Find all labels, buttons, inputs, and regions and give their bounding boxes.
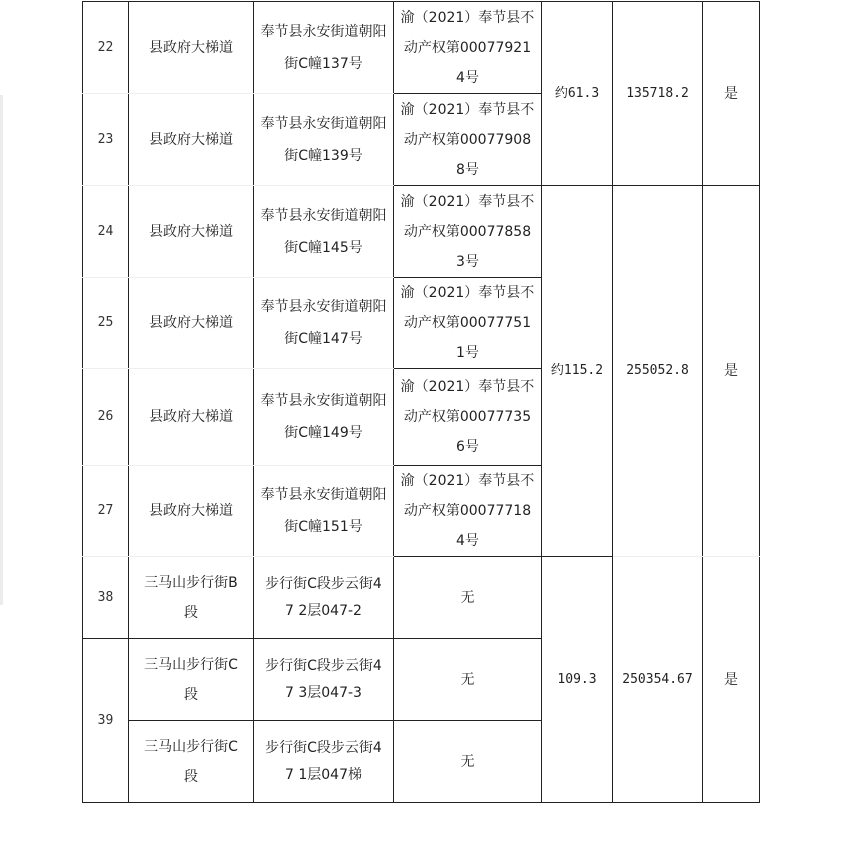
- row-number: 38: [83, 557, 129, 639]
- street-name: 县政府大梯道: [129, 186, 254, 278]
- table-row: [83, 557, 760, 639]
- street-name: 县政府大梯道: [129, 466, 254, 557]
- row-number: 22: [83, 2, 129, 94]
- street-name: 三马山步行街C段: [129, 721, 254, 803]
- area: 约115.2: [542, 186, 613, 557]
- property-cert: 无: [394, 557, 542, 639]
- address: 步行街C段步云街47 3层047-3: [254, 639, 394, 721]
- area: 109.3: [542, 557, 613, 803]
- price: 135718.2: [613, 2, 703, 186]
- address: 步行街C段步云街47 1层047梯: [254, 721, 394, 803]
- left-edge-strip: [0, 95, 3, 605]
- row-number: 26: [83, 369, 129, 466]
- price: 250354.67: [613, 557, 703, 803]
- row-number: 25: [83, 278, 129, 369]
- row-number: 23: [83, 94, 129, 186]
- street-name: 县政府大梯道: [129, 278, 254, 369]
- property-cert: 无: [394, 639, 542, 721]
- flag: 是: [703, 2, 760, 186]
- row-number: 27: [83, 466, 129, 557]
- street-name: 三马山步行街C段: [129, 639, 254, 721]
- address: 奉节县永安街道朝阳街C幢137号: [254, 2, 394, 94]
- street-name: 县政府大梯道: [129, 369, 254, 466]
- property-cert: 渝（2021）奉节县不动产权第000779088号: [394, 94, 542, 186]
- address: 步行街C段步云街47 2层047-2: [254, 557, 394, 639]
- table-row: [83, 2, 760, 94]
- property-cert: 渝（2021）奉节县不动产权第000777184号: [394, 466, 542, 557]
- address: 奉节县永安街道朝阳街C幢147号: [254, 278, 394, 369]
- row-number: 24: [83, 186, 129, 278]
- property-cert: 渝（2021）奉节县不动产权第000777511号: [394, 278, 542, 369]
- address: 奉节县永安街道朝阳街C幢139号: [254, 94, 394, 186]
- area: 约61.3: [542, 2, 613, 186]
- row-number: 39: [83, 639, 129, 803]
- flag: 是: [703, 186, 760, 557]
- table-row: [83, 186, 760, 278]
- street-name: 县政府大梯道: [129, 94, 254, 186]
- flag: 是: [703, 557, 760, 803]
- address: 奉节县永安街道朝阳街C幢151号: [254, 466, 394, 557]
- property-cert: 渝（2021）奉节县不动产权第000778583号: [394, 186, 542, 278]
- property-cert: 渝（2021）奉节县不动产权第000777356号: [394, 369, 542, 466]
- street-name: 三马山步行街B段: [129, 557, 254, 639]
- street-name: 县政府大梯道: [129, 2, 254, 94]
- property-cert: 渝（2021）奉节县不动产权第000779214号: [394, 2, 542, 94]
- price: 255052.8: [613, 186, 703, 557]
- address: 奉节县永安街道朝阳街C幢149号: [254, 369, 394, 466]
- property-cert: 无: [394, 721, 542, 803]
- property-table: [82, 1, 760, 803]
- address: 奉节县永安街道朝阳街C幢145号: [254, 186, 394, 278]
